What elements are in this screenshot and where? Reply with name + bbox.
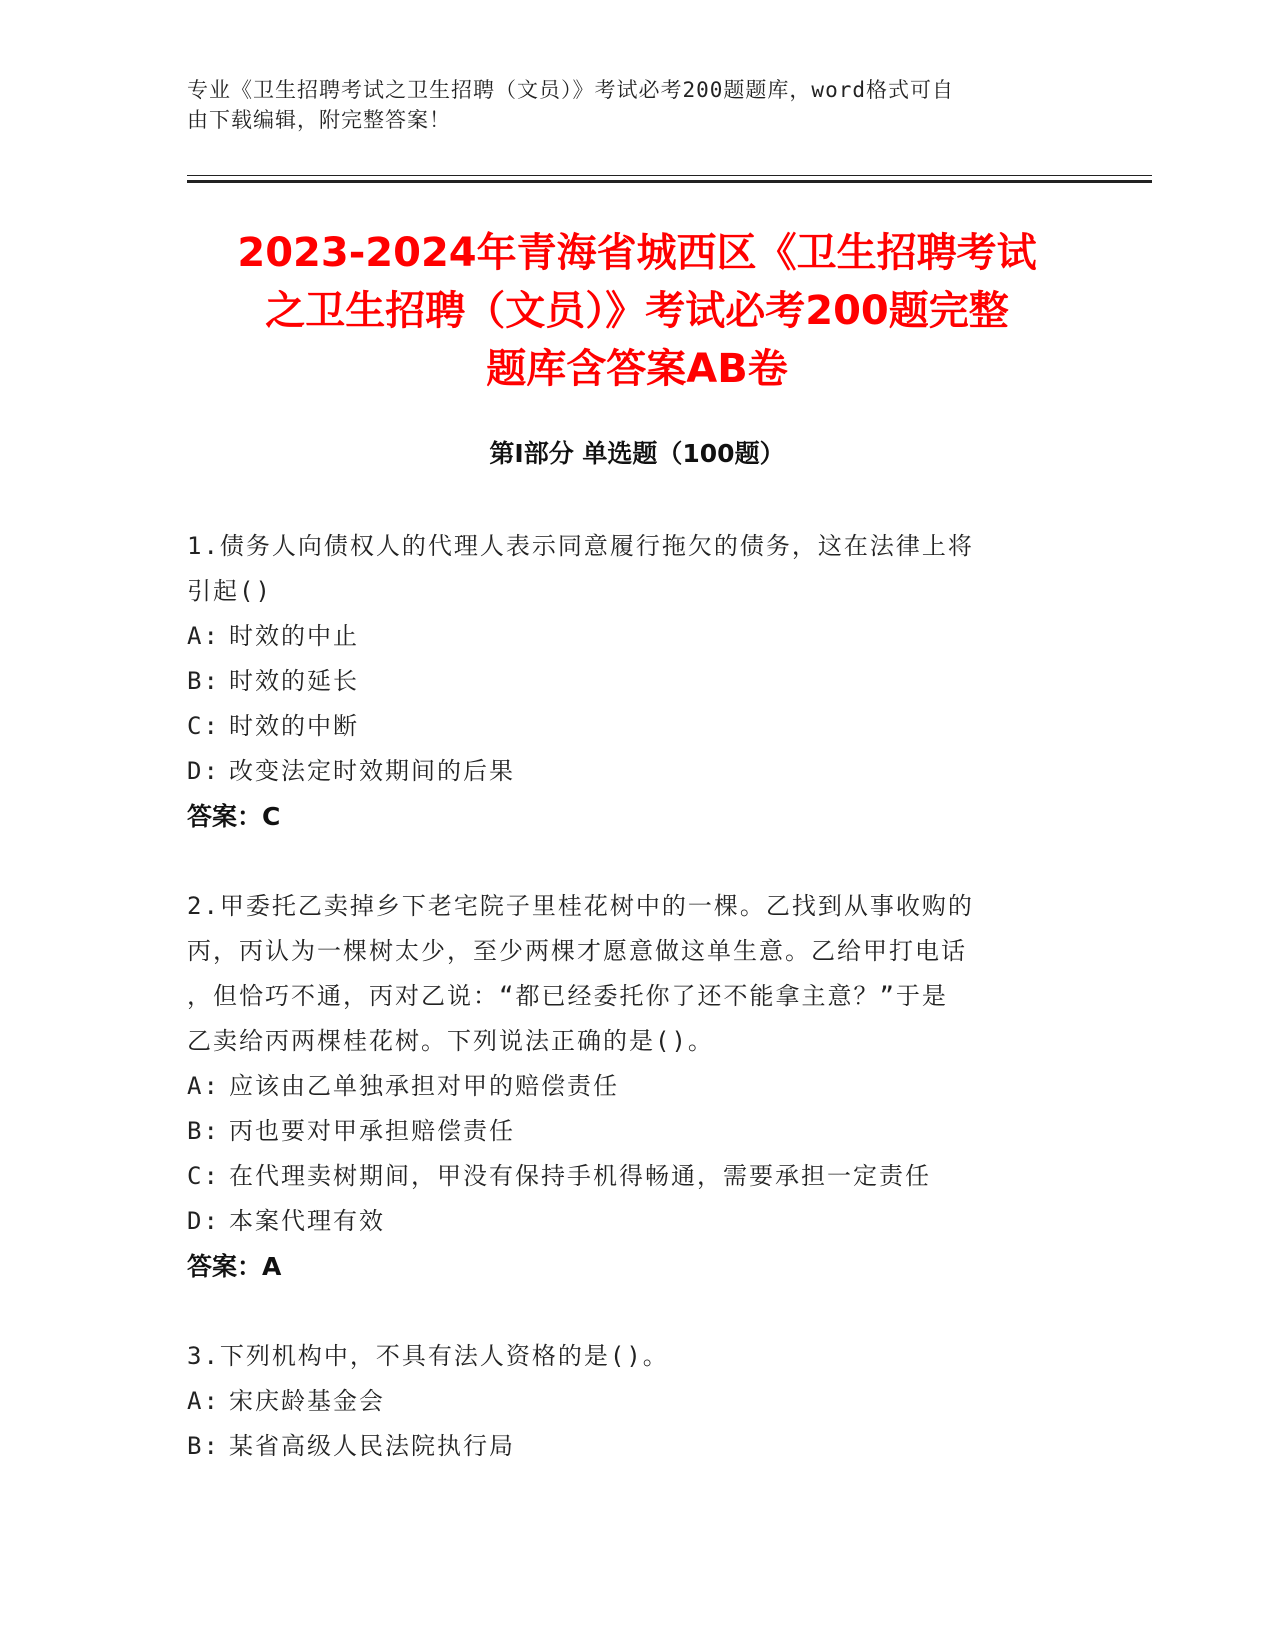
option-b [187,659,1067,704]
option-text: 在代理卖树期间，甲没有保持手机得畅通，需要承担一定责任 [229,1162,931,1190]
option-key: A: [187,1072,220,1100]
option-a [187,1064,1067,1109]
question-1 [187,524,1067,839]
intro-line-1: 专业《卫生招聘考试之卫生招聘（文员）》考试必考200题题库，word格式可自 [187,78,954,102]
intro-text [187,75,1067,135]
question-stem: 乙卖给丙两棵桂花树。下列说法正确的是()。 [187,1027,714,1055]
intro-line-2: 由下载编辑，附完整答案！ [187,108,451,132]
option-text: 丙也要对甲承担赔偿责任 [229,1117,515,1145]
question-stem: 1.债务人向债权人的代理人表示同意履行拖欠的债务，这在法律上将 [187,532,974,560]
answer-label: 答案：A [187,1252,282,1281]
option-key: C: [187,1162,220,1190]
question-stem: 引起() [187,577,272,605]
option-a [187,1379,1067,1424]
title-line-1: 2023-2024年青海省城西区《卫生招聘考试 [237,230,1037,276]
question-stem: ，但恰巧不通，丙对乙说：“都已经委托你了还不能拿主意？”于是 [187,982,948,1010]
option-c [187,1154,1067,1199]
option-d [187,1199,1067,1244]
title-line-2: 之卫生招聘（文员）》考试必考200题完整 [265,288,1009,334]
option-key: C: [187,712,220,740]
option-text: 应该由乙单独承担对甲的赔偿责任 [229,1072,619,1100]
option-d [187,749,1067,794]
question-stem: 3.下列机构中，不具有法人资格的是()。 [187,1342,669,1370]
option-b [187,1109,1067,1154]
option-key: B: [187,1432,220,1460]
option-key: B: [187,667,220,695]
document-title [187,224,1087,398]
option-text: 宋庆龄基金会 [229,1387,385,1415]
option-a [187,614,1067,659]
question-list [187,524,1067,1469]
title-line-3: 题库含答案AB卷 [486,346,788,392]
option-key: A: [187,622,220,650]
question-gap [187,839,1067,884]
answer-label: 答案：C [187,802,281,831]
option-text: 时效的中断 [229,712,359,740]
question-2 [187,884,1067,1289]
option-key: D: [187,757,220,785]
header-divider-thin [187,175,1152,176]
header-divider-thick [187,180,1152,183]
option-key: B: [187,1117,220,1145]
question-gap [187,1289,1067,1334]
option-text: 时效的中止 [229,622,359,650]
section-title: 第Ⅰ部分 单选题（100题） [489,439,785,468]
question-stem: 2.甲委托乙卖掉乡下老宅院子里桂花树中的一棵。乙找到从事收购的 [187,892,974,920]
option-c [187,704,1067,749]
option-text: 本案代理有效 [229,1207,385,1235]
option-text: 改变法定时效期间的后果 [229,757,515,785]
option-b [187,1424,1067,1469]
question-stem: 丙，丙认为一棵树太少，至少两棵才愿意做这单生意。乙给甲打电话 [187,937,967,965]
option-text: 时效的延长 [229,667,359,695]
option-key: A: [187,1387,220,1415]
question-3 [187,1334,1067,1469]
option-key: D: [187,1207,220,1235]
option-text: 某省高级人民法院执行局 [229,1432,515,1460]
